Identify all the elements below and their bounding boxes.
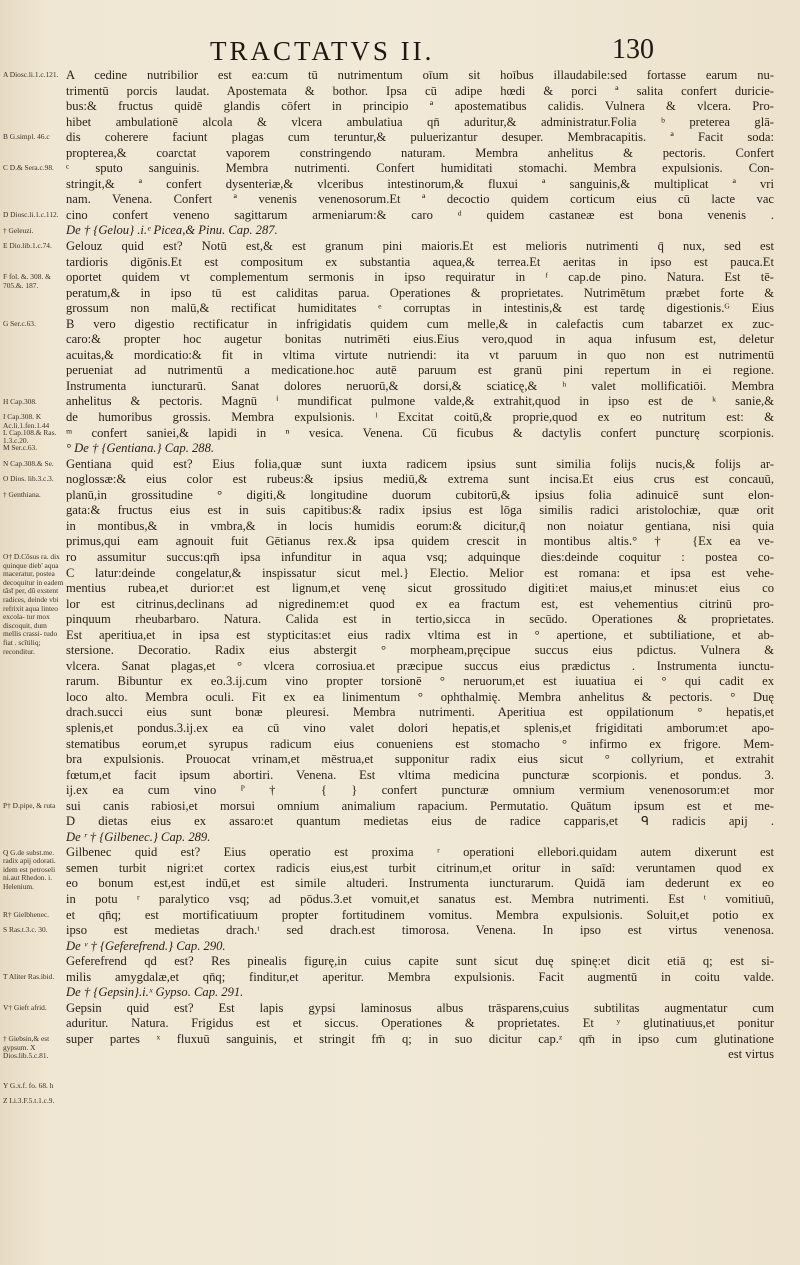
margin-note: O† D.Cōsus ra. dix quinque dieb' aqua maceratur, postea decoquitur in eadem tāst̄ per, dū exstent radices, deinde vbi refrixit aqua linteo excola- tur mox discoquit, dum mellis crassi- tudo fiat . scītiliq; reconditur. [3,552,64,656]
margin-note: S Ras.t.3.c. 30. [3,925,48,935]
text-line: stematibus eorum,et syrupus radicum eius conueniens est stomacho ° infirmo ex frigore. Mem- [66,736,774,751]
chapter-heading: ° De † {Gentiana.} Cap. 288. [66,441,215,456]
text-line: noglossæ:& eius color est rubeus:& ipsius mediū,& extrema sunt incisa.Et eius crus est concauū, [66,472,774,487]
text-line: semen turbit nigri:et cortex radicis eius,est turbit citrinum,et oritur in saīd: veruntamen quod ex [66,860,774,875]
text-line: ij.ex ea cum vino ᴾ † { } confert puncturæ omnium vermium venenosorum:et mor [66,783,774,798]
text-line: D dietas eius ex assaro:et quantum medietas eius de radice capparis,et ᑫ radicis apij . [66,814,774,829]
margin-note: T Aliter Ras.ibid. [3,971,55,981]
chapter-heading: De ᵛ † {Geferefrend.} Cap. 290. [66,938,226,953]
text-line: propterea,& coarctat vaporem constringendo naturam. Membra anhelitus & pectoris. Confert [66,145,774,160]
text-line: stersione. Decoratio. Radix eius abstergit ° morpheam,pręcipue succus eius pdictus. Vulnera & [66,643,774,658]
text-line: planū,in grossitudine ° digiti,& longitudine duorum cubitorū,& ipsius folia adinuicē sunt elon- [66,487,774,502]
text-line: ro assumitur succus:qm̄ ipsa infunditur in aqua vsq; adquinque dies:deinde coquitur : postea co- [66,549,774,564]
margin-note: H Cap.308. [3,396,37,406]
text-line: milis amygdalæ,et qn̄q; finditur,et aperitur. Membra expulsionis. Facit augmentū in coitu valde. [66,969,774,984]
text-line: cino confert veneno sagittarum armeniarum:& caro ᵈ quidem castaneæ est bona venenis . [66,207,774,222]
text-line: aduritur. Natura. Frigidus est et siccus. Operationes & proprietates. Et ʸ glutinatiuus,et ponitur [66,1016,774,1031]
text-line: nam. Venena. Confert ª venenis venenosorum.Et ª decoctio quidem corticum eius cū lacte vac [66,192,774,207]
margin-note: D Diosc.li.1.c.112. [3,209,59,219]
text-line: in potu ʳ paralytico vsq; ad pōdus.3.et vomuit,et sanatus est. Membra nutrimenti. Est ᵗ vomitiuū, [66,891,774,906]
text-line: bus:& fructus quidē glandis cōfert in principio ª apostematibus calidis. Vulnera & vlcera. Pro- [66,99,774,114]
margin-note: O Dios. lib.3.c.3. [3,474,54,484]
text-line: loco alto. Membra oculi. Fit ex ea linimentum ° ophthalmię. Membra anhelitus & pectoris. ° Duę [66,689,774,704]
text-line: ipso est medietas drach.ᵗ sed drach.est timorosa. Venena. In ipso est virtus venenosa. [66,923,774,938]
text-line: anhelitus & pectoris. Magnū ⁱ mundificat pulmone valde,& extrahit,quod in ipso est de ᵏ sanie,& [66,394,774,409]
margin-note: Z Li.3.F.5.t.1.c.9. [3,1096,55,1106]
text-line: Gilbenec quid est? Eius operatio est proxima ʳ operationi ellebori.quidam autem dixerunt est [66,845,774,860]
text-line: et qn̄q; est mortificatiuum propter fortitudinem vomitus. Membra expulsionis. Soluit,et potio ex [66,907,774,922]
text-line: Gepsin quid est? Est lapis gypsi laminosus albus trāsparens,cuius subtilitas augmentatur cum [66,1000,774,1015]
margin-notes-column [0,0,64,1265]
text-line: bra expulsionis. Prouocat vrinam,et mēstrua,et supponitur radix eius sicut ° collyrium, et extrahit [66,752,774,767]
text-line: est virtus [728,1047,774,1062]
text-line: eo bonum est,est indū,et est simile altuderi. Instrumenta iuncturarum. Quidā iam dederunt ex eo [66,876,774,891]
text-line: caro:& propter hoc augetur bonitas nutrimēti eius.Eius vero,quod in aqua infusum est, deletur [66,332,774,347]
margin-note: † Genthiana. [3,489,41,499]
margin-note: Q G.de subst.me. radix apij odorati. idem est petroseli ni.aut Rhedon. i. Helenium. [3,847,56,891]
text-line: splenis,et pondus.3.ij.ex ea cū vino valet dolori hepatis,et splenis,et frigiditati amborum:et apo- [66,720,774,735]
text-line: Geferefrend qd est? Res pinealis figurę,in cuius capite sunt sicut duę spinę:et dicit etiā q; est si- [66,954,774,969]
text-line: Est aperitiua,et in ipsa est stypticitas:et eius radix vltima est in ° apertione, et subtiliatione, et ab- [66,627,774,642]
margin-note: Y G.x.f. fo. 68. h [3,1080,54,1090]
text-line: super partes ˣ fluxuū sanguinis, et stringit fm̄ q; in suo dicitur cap.ᶻ qm̄ in ipso cum glutinatione [66,1031,774,1046]
text-line: tardioris digōnis.Et est compositum ex substantia aquea,& terrea.Et aeritas in ipso est pauca.Et [66,254,774,269]
text-line: Gelouz quid est? Notū est,& est granum pini maioris.Et est melioris nutrimenti q̄ nux, sed est [66,239,774,254]
text-line: lor est citrinus,declinans ad nigredinem:et quod ex ea fractum est, est vehementius citrinū pro- [66,596,774,611]
margin-note: M Ser.c.63. [3,443,38,453]
text-line: dis coherere faciunt plagas cum teruntur,& puluerizantur desuper. Membracapitis. ª Facit soda: [66,130,774,145]
margin-note: † Geleuzi. [3,225,34,235]
margin-note: N Cap.308.& Se. [3,458,54,468]
margin-note: L Cap.108.& Ras. 1.3.c.20. [3,427,57,446]
text-line: trimentū porcis laudat. Apostemata & bothor. Ipsa cū adipe hœdi & porci ª salita confert duricie- [66,83,774,98]
margin-note: A Diosc.li.1.c.121. [3,70,59,79]
running-title: TRACTATVS II. [210,36,435,66]
text-line: peratum,& in ipso tū est caliditas parua. Operationes & proprietates. Nutrimētum præbet forte & [66,285,774,300]
text-line: perueniat ad nutrimentū a medicatione.hoc autē paruum est granū pini repertum in ei regione. [66,363,774,378]
margin-note: V† Gieft afrid. [3,1003,47,1012]
text-line: sui canis rabiosi,et morsui omnium animalium rapacium. Permutatio. Quātum ipsum est et me- [66,798,774,813]
text-line: Gentiana quid est? Eius folia,quæ sunt iuxta radicem ipsius sunt similia folijs nucis,& folijs ar- [66,456,774,471]
margin-note: F fol. &. 308. & 705.&. 187. [3,272,51,290]
text-line: acuitas,& mordicatio:& fit in vltima virtute nutriendi: ita vt paruum in quo non est nutrimentū [66,347,774,362]
text-line: primus,qui eam agnouit fuit Gētianus rex.& ipsa quidem crescit in montibus altis.° † {Ex ea ve- [66,534,774,549]
text-line: ᵐ confert saniei,& lapidi in ⁿ vesica. Venena. Cū ficubus & dactylis confert puncturę scorpionis. [66,425,774,440]
text-line: pinquum rheubarbaro. Natura. Calida est in tertio,sicca in secūdo. Operationes & proprietates. [66,612,774,627]
text-line: oportet quidem vt complementum sermonis in ipso requiratur in ᶠ cap.de pino. Natura. Est tē- [66,270,774,285]
text-line: A cedine nutribilior est ea:cum tū nutrimentum oīum sit hoībus illaudabile:sed fortasse earum nu- [66,68,774,82]
chapter-heading: De † {Gelou} .i.ᵉ Picea,& Pinu. Cap. 287. [66,223,278,238]
main-text-block [66,68,774,1063]
margin-note: E Dio.lib.1.c.74. [3,241,52,251]
text-line: vlcera. Sanat plagas,et ° vlcera corrosiua.et præcipue succus eius prædictus . Instrumenta iunctu- [66,658,774,673]
text-line: gata:& fructus eius est in suis capitibus:& radix ipsius est lōga similis radici aristolochiæ, quæ orit [66,503,774,518]
text-line: hibet ambulationē alcola & vlcera ambulatiua qn̄ aduritur,& administratur.Folia ᵇ preterea glā- [66,114,774,129]
margin-note: G Ser.c.63. [3,318,36,328]
text-line: Instrumenta iuncturarū. Sanat dolores neruorū,& dorsi,& sciaticę,& ʰ valet mollificatiōi. Membra [66,378,774,393]
margin-note: P† D.pipe, & ruta [3,800,56,810]
text-line: in montibus,& in vmbra,& in locis humidis eorum:& dicitur,q̄ non noiatur gentiana, nisi quia [66,518,774,533]
chapter-heading: De ʳ † {Gilbenec.} Cap. 289. [66,829,211,844]
chapter-heading: De † {Gepsin}.i.ˣ Gypso. Cap. 291. [66,985,244,1000]
text-line: de humoribus grossis. Membra expulsionis. ˡ Excitat coitū,& proprie,quod ex eo nutritum est: & [66,410,774,425]
text-line: drach.succi eius sunt bonæ pleuresi. Membra nutrimenti. Aperitiua est oppilationum ° hepatis,et [66,705,774,720]
margin-note: C D.& Sera.c.98. [3,163,54,173]
text-line: mentius rubea,et durior:et est lignum,et venę sicut grossitudo digiti:et maius,et minus:et eius co [66,581,774,596]
margin-note: † Giebsin,& est gypsum. X Dios.lib.5.c.81. [3,1034,50,1061]
margin-note: R† Gielbhenec. [3,909,49,919]
page-number: 130 [612,34,654,65]
text-line: fœtum,et facit ipsum abortiri. Venena. Est vltima medicina puncturæ scorpionis. et pondus. 3. [66,767,774,782]
text-line: stringit,& ª confert dysenteriæ,& vlceribus intestinorum,& fluxui ª sanguinis,& multiplicat ª vri [66,176,774,191]
text-line: ᶜ sputo sanguinis. Membra nutrimenti. Confert humiditati stomachi. Membra expulsionis. Con- [66,161,774,176]
text-line: C latur:deinde congelatur,& inspissatur sicut mel.} Electio. Melior est romana: et ipsa est vehe- [66,565,774,580]
margin-note: B G.simpl. 46.c [3,132,50,142]
margin-note: I Cap.308. K Ac.li.1.fen.1.44 [3,412,50,430]
text-line: grossum non malū,& rectificat humiditates ᵉ corruptas in intestinis,& est tardę digestionis.ᴳ Eius [66,301,774,316]
text-line: B vero digestio rectificatur in infrigidatis quidem cum melle,& in calefactis cum tabarzet ex zuc- [66,316,774,331]
text-line: rarum. Bibuntur ex eo.3.ij.cum vino propter torsionē ° neruorum,et est iuuatiua ei ° qui cadit ex [66,674,774,689]
